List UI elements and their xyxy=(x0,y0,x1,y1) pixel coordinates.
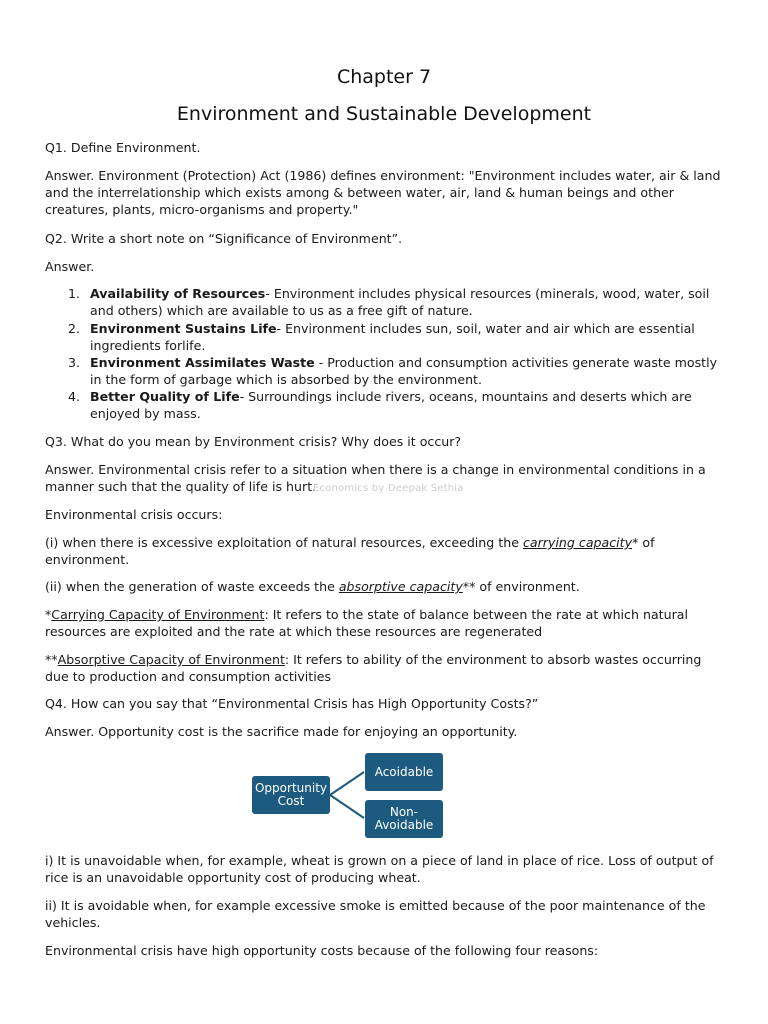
q4-question: Q4. How can you say that “Environmental Crisis has High Opportunity Costs?” xyxy=(45,696,539,711)
q2-answer-label: Answer. xyxy=(45,259,95,274)
list-item-text: - Surroundings include rivers, oceans, mountains and deserts which are enjoyed by mass. xyxy=(90,389,692,421)
list-item-heading: Availability of Resources xyxy=(90,286,266,301)
list-item-number: 4. xyxy=(68,389,81,404)
absorptive-capacity-definition: **Absorptive Capacity of Environment: It refers to ability of the environment to absorb wastes occurring due to production and consumption activities xyxy=(45,652,702,684)
q2-question: Q2. Write a short note on “Significance of Environment”. xyxy=(45,231,403,246)
list-item-heading: Environment Assimilates Waste xyxy=(90,355,315,370)
q4-avoidable-example: ii) It is avoidable when, for example excessive smoke is emitted because of the poor maintenance of the vehicles. xyxy=(45,898,706,930)
q3-question: Q3. What do you mean by Environment crisis? Why does it occur? xyxy=(45,434,462,449)
non-avoidable-box: Non-Avoidable xyxy=(365,800,443,838)
definition-term: Carrying Capacity of Environment xyxy=(51,607,265,622)
q1-answer: Answer. Environment (Protection) Act (1986) defines environment: "Environment includes water, air & land and the interrelationship which exists among & between water, air, land & human beings and other creatures, plants, micro-organisms and property." xyxy=(45,168,721,217)
opportunity-cost-box: Opportunity Cost xyxy=(252,776,330,814)
carrying-capacity-definition: *Carrying Capacity of Environment: It refers to the state of balance between the rate at which natural resources are exploited and the rate at which these resources are regenerated xyxy=(45,607,688,639)
list-item-heading: Better Quality of Life xyxy=(90,389,240,404)
list-item-number: 1. xyxy=(68,286,81,301)
q3-occurs: Environmental crisis occurs: xyxy=(45,507,223,522)
definition-term: Absorptive Capacity of Environment xyxy=(57,652,285,667)
q3-reason-ii: (ii) when the generation of waste exceeds the absorptive capacity** of environment. xyxy=(45,579,580,594)
page-title: Environment and Sustainable Development xyxy=(176,103,592,125)
absorptive-capacity-term: absorptive capacity xyxy=(338,579,463,594)
q3-answer: Answer. Environmental crisis refer to a situation when there is a change in environmental conditions in a manner such that the quality of life is hurt. xyxy=(45,462,706,494)
list-item-number: 3. xyxy=(68,355,81,370)
q4-reasons-intro: Environmental crisis have high opportunity costs because of the following four reasons: xyxy=(45,943,599,958)
list-item-text: - Environment includes sun, soil, water and air which are essential ingredients forlife. xyxy=(90,321,695,353)
q4-unavoidable-example: i) It is unavoidable when, for example, wheat is grown on a piece of land in place of rice. Loss of output of rice is an unavoidable opportunity cost of producing wheat. xyxy=(45,853,714,885)
q3-reason-i: (i) when there is excessive exploitation of natural resources, exceeding the carrying capacity* of environment. xyxy=(45,535,655,567)
chapter-heading: Chapter 7 xyxy=(336,66,432,88)
carrying-capacity-term: carrying capacity xyxy=(522,535,633,550)
avoidable-box: Acoidable xyxy=(365,753,443,791)
list-item-number: 2. xyxy=(68,321,81,336)
list-item-text: - Environment includes physical resources (minerals, wood, water, soil and others) which are available to us as a free gift of nature. xyxy=(90,286,710,318)
q4-answer: Answer. Opportunity cost is the sacrifice made for enjoying an opportunity. xyxy=(45,724,518,739)
list-item-heading: Environment Sustains Life xyxy=(90,321,277,336)
q1-question: Q1. Define Environment. xyxy=(45,140,201,155)
list-item-text: - Production and consumption activities generate waste mostly in the form of garbage which is absorbed by the environment. xyxy=(90,355,718,387)
watermark: Economics by Deepak Sethia xyxy=(313,483,464,494)
